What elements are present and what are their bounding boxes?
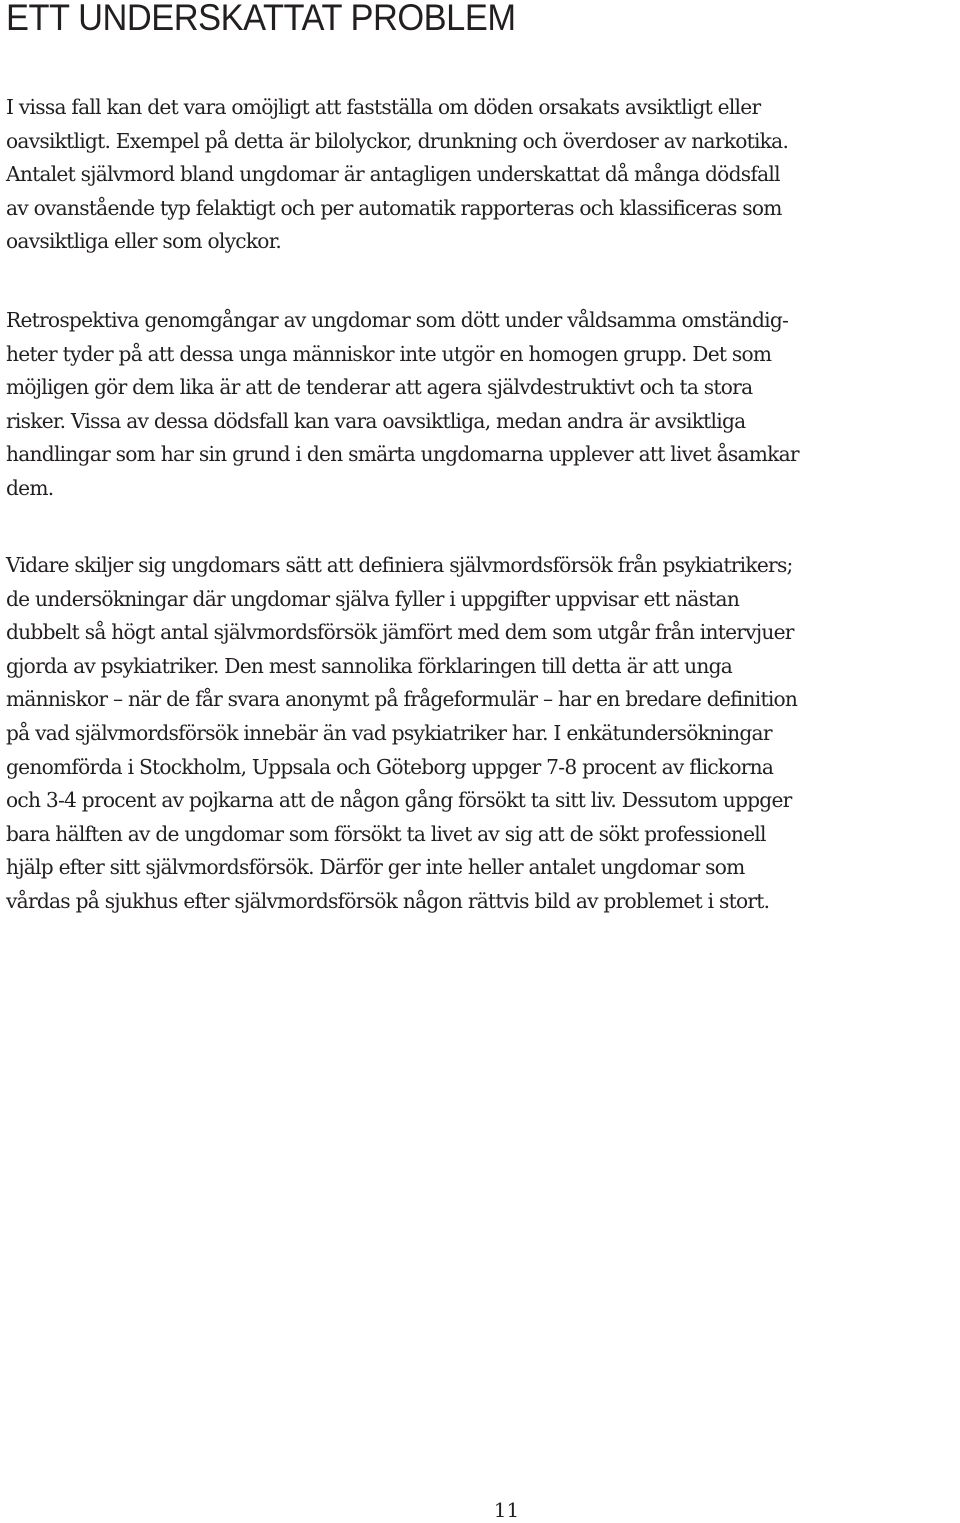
paragraph-1 (6, 91, 788, 259)
paragraph-line: Retrospektiva genomgångar av ungdomar som dött under våldsamma omständig- (6, 308, 789, 332)
paragraph-line: risker. Vissa av dessa dödsfall kan vara oavsiktliga, medan andra är avsiktliga (6, 408, 746, 433)
paragraph-3 (6, 549, 797, 919)
paragraph-line: Vidare skiljer sig ungdomars sätt att definiera självmordsförsök från psykiatrikers; (6, 553, 793, 577)
paragraph-line: och 3-4 procent av pojkarna att de någon gång försökt ta sitt liv. Dessutom uppger (6, 788, 792, 813)
paragraph-line: Antalet självmord bland ungdomar är antagligen underskattat då många dödsfall (6, 162, 780, 187)
paragraph-line: bara hälften av de ungdomar som försökt ta livet av sig att de sökt professionell (6, 821, 766, 846)
paragraph-line: heter tyder på att dessa unga människor inte utgör en homogen grupp. Det som (6, 341, 772, 366)
paragraph-line: hjälp efter sitt självmordsförsök. Därför ger inte heller antalet ungdomar som (6, 855, 745, 880)
paragraph-2 (6, 304, 799, 506)
paragraph-line: de undersökningar där ungdomar själva fyller i uppgifter uppvisar ett nästan (6, 586, 740, 611)
page-number: 11 (493, 1498, 520, 1522)
paragraph-line: handlingar som har sin grund i den smärta ungdomarna upplever att livet åsamkar (6, 442, 799, 467)
page-heading: ETT UNDERSKATTAT PROBLEM (6, 0, 516, 38)
paragraph-line: gjorda av psykiatriker. Den mest sannolika förklaringen till detta är att unga (6, 653, 733, 678)
paragraph-line: genomförda i Stockholm, Uppsala och Göteborg uppger 7-8 procent av flickorna (6, 754, 774, 779)
paragraph-line: I vissa fall kan det vara omöjligt att fastställa om döden orsakats avsiktligt eller (6, 95, 761, 119)
paragraph-line: vårdas på sjukhus efter självmordsförsök någon rättvis bild av problemet i stort. (6, 888, 770, 913)
paragraph-line: människor – när de får svara anonymt på frågeformulär – har en bredare definition (6, 687, 798, 712)
paragraph-line: dubbelt så högt antal självmordsförsök jämfört med dem som utgår från intervjuer (6, 620, 794, 645)
paragraph-line: av ovanstående typ felaktigt och per automatik rapporteras och klassificeras som (6, 195, 782, 220)
paragraph-line: på vad självmordsförsök innebär än vad psykiatriker har. I enkätundersökningar (6, 720, 772, 745)
paragraph-line: oavsiktliga eller som olyckor. (6, 229, 282, 254)
paragraph-line: möjligen gör dem lika är att de tenderar att agera självdestruktivt och ta stora (6, 375, 753, 400)
paragraph-line: oavsiktligt. Exempel på detta är bilolyckor, drunkning och överdoser av narkotika. (6, 128, 789, 153)
paragraph-line: dem. (6, 475, 54, 500)
